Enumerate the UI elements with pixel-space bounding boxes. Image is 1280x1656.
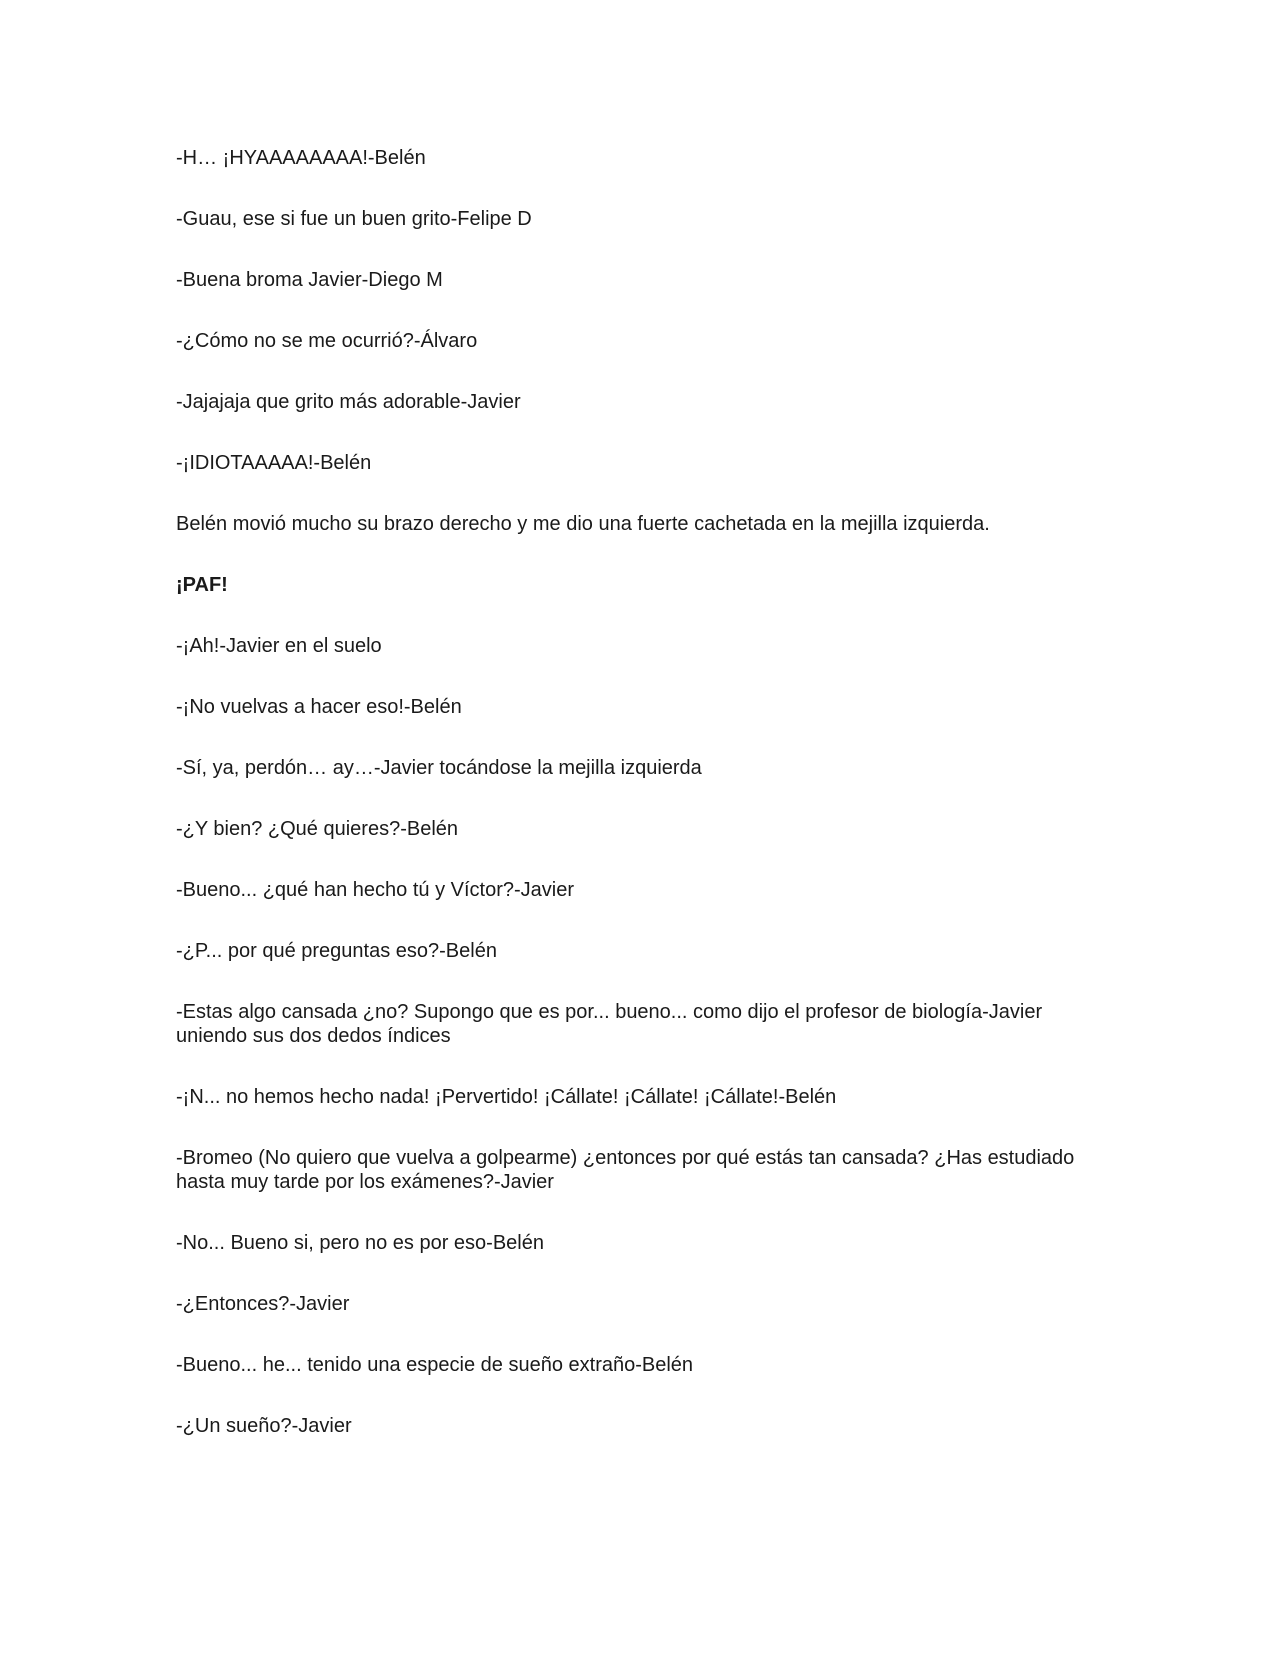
paragraph: Belén movió mucho su brazo derecho y me dio una fuerte cachetada en la mejilla izquierda. [176,513,990,535]
paragraph: -Bromeo (No quiero que vuelva a golpearme) ¿entonces por qué estás tan cansada? ¿Has estudiado hasta muy tarde por los exámenes?-Javier [176,1147,1075,1193]
paragraph: -Estas algo cansada ¿no? Supongo que es por... bueno... como dijo el profesor de biología-Javier uniendo sus dos dedos índices [176,1001,1043,1047]
sound-effect-heading: ¡PAF! [176,574,228,596]
paragraph: -¡N... no hemos hecho nada! ¡Pervertido! ¡Cállate! ¡Cállate! ¡Cállate!-Belén [176,1086,837,1108]
paragraph: -Bueno... ¿qué han hecho tú y Víctor?-Javier [176,879,574,901]
paragraph: -¡No vuelvas a hacer eso!-Belén [176,696,462,718]
paragraph: -H… ¡HYAAAAAAAA!-Belén [176,147,426,169]
paragraph: -¡IDIOTAAAAA!-Belén [176,452,372,474]
document-body [176,146,1096,1475]
paragraph: -¿Y bien? ¿Qué quieres?-Belén [176,818,459,840]
paragraph: -¿Un sueño?-Javier [176,1415,352,1437]
paragraph: -Buena broma Javier-Diego M [176,269,443,291]
paragraph: -Sí, ya, perdón… ay…-Javier tocándose la mejilla izquierda [176,757,702,779]
paragraph: -¡Ah!-Javier en el suelo [176,635,382,657]
paragraph: -¿Cómo no se me ocurrió?-Álvaro [176,330,478,352]
paragraph: -No... Bueno si, pero no es por eso-Belén [176,1232,544,1254]
paragraph: -¿P... por qué preguntas eso?-Belén [176,940,497,962]
paragraph: -Guau, ese si fue un buen grito-Felipe D [176,208,532,230]
paragraph: -Jajajaja que grito más adorable-Javier [176,391,521,413]
paragraph: -¿Entonces?-Javier [176,1293,350,1315]
paragraph: -Bueno... he... tenido una especie de sueño extraño-Belén [176,1354,694,1376]
